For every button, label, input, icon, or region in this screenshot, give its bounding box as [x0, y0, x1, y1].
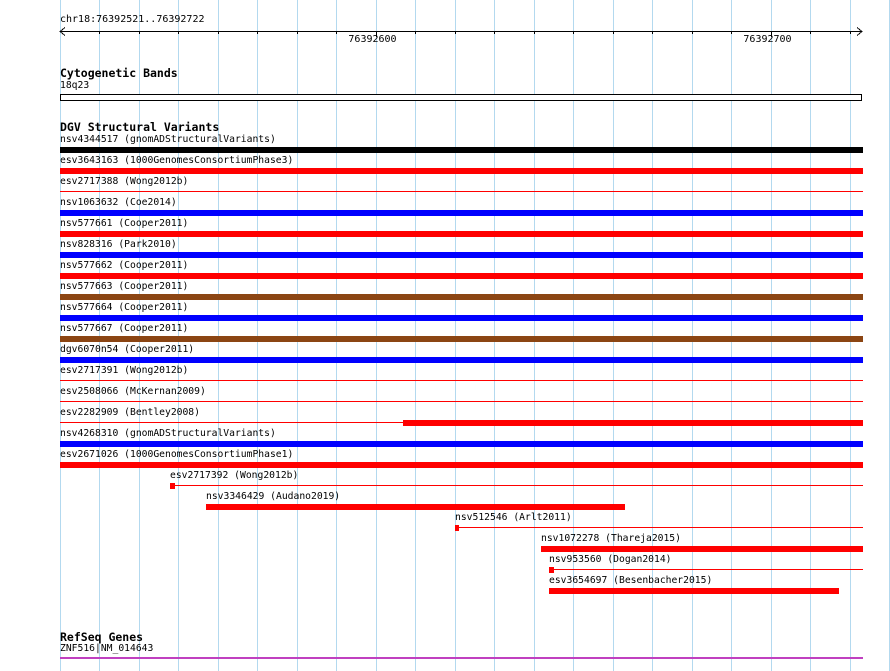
- variant-label: esv2671026 (1000GenomesConsortiumPhase1): [60, 449, 294, 460]
- gene-model-line[interactable]: [60, 657, 863, 659]
- variant-thin-line[interactable]: [60, 422, 404, 423]
- variant-thick-bar[interactable]: [403, 420, 863, 426]
- variant-feature[interactable]: [60, 357, 863, 363]
- variant-thick-bar[interactable]: [549, 567, 554, 573]
- variant-label: nsv577667 (Cooper2011): [60, 323, 189, 334]
- variant-feature[interactable]: [60, 315, 863, 321]
- variant-feature[interactable]: [549, 588, 839, 594]
- variant-feature[interactable]: [60, 380, 863, 381]
- variant-thick-bar[interactable]: [541, 546, 863, 552]
- variant-label: nsv4344517 (gnomADStructuralVariants): [60, 134, 276, 145]
- ruler-tick-label: 76392700: [743, 34, 792, 45]
- variant-thick-bar[interactable]: [60, 294, 863, 300]
- variant-feature[interactable]: [60, 441, 863, 447]
- variant-label: nsv1072278 (Thareja2015): [541, 533, 681, 544]
- variant-label: dgv6070n54 (Cooper2011): [60, 344, 195, 355]
- variant-thick-bar[interactable]: [60, 357, 863, 363]
- cytoband-glyph[interactable]: [61, 95, 862, 101]
- track-title-cytogenetic-bands: Cytogenetic Bands: [60, 66, 178, 80]
- variant-feature[interactable]: [549, 567, 863, 573]
- variant-feature[interactable]: [60, 420, 863, 426]
- variant-label: nsv577662 (Cooper2011): [60, 260, 189, 271]
- variant-label: nsv953560 (Dogan2014): [549, 554, 672, 565]
- variant-label: nsv828316 (Park2010): [60, 239, 177, 250]
- variant-thin-line[interactable]: [60, 191, 863, 192]
- variant-thin-line[interactable]: [60, 401, 863, 402]
- track-title-refseq-genes: RefSeq Genes: [60, 630, 144, 644]
- variant-thick-bar[interactable]: [60, 336, 863, 342]
- variant-feature[interactable]: [60, 401, 863, 402]
- variant-thin-line[interactable]: [549, 569, 863, 570]
- variant-label: nsv512546 (Arlt2011): [455, 512, 572, 523]
- variant-thick-bar[interactable]: [60, 210, 863, 216]
- variant-feature[interactable]: [541, 546, 863, 552]
- variant-thick-bar[interactable]: [60, 252, 863, 258]
- variant-feature[interactable]: [60, 252, 863, 258]
- variant-label: esv2717388 (Wong2012b): [60, 176, 189, 187]
- variant-thin-line[interactable]: [455, 527, 863, 528]
- variant-feature[interactable]: [60, 294, 863, 300]
- variant-thick-bar[interactable]: [60, 315, 863, 321]
- variant-thin-line[interactable]: [60, 380, 863, 381]
- track-title-dgv-structural-variants: DGV Structural Variants: [60, 120, 220, 134]
- variant-label: nsv1063632 (Coe2014): [60, 197, 177, 208]
- variant-label: nsv577661 (Cooper2011): [60, 218, 189, 229]
- variant-label: esv2508066 (McKernan2009): [60, 386, 206, 397]
- variant-feature[interactable]: [170, 483, 863, 489]
- variant-thick-bar[interactable]: [60, 147, 863, 153]
- variant-label: nsv3346429 (Audano2019): [206, 491, 341, 502]
- variant-label: esv3643163 (1000GenomesConsortiumPhase3): [60, 155, 294, 166]
- cytoband-label: 18q23: [60, 80, 90, 91]
- location-label: chr18:76392521..76392722: [60, 14, 205, 25]
- ruler[interactable]: [60, 28, 862, 38]
- variant-thick-bar[interactable]: [455, 525, 459, 531]
- variant-label: esv2282909 (Bentley2008): [60, 407, 200, 418]
- variant-thick-bar[interactable]: [60, 168, 863, 174]
- variant-thin-line[interactable]: [170, 485, 863, 486]
- variant-thick-bar[interactable]: [206, 504, 625, 510]
- variant-feature[interactable]: [60, 231, 863, 237]
- variant-thick-bar[interactable]: [60, 231, 863, 237]
- variant-label: esv2717392 (Wong2012b): [170, 470, 299, 481]
- variant-feature[interactable]: [206, 504, 625, 510]
- ruler-tick-label: 76392600: [348, 34, 397, 45]
- variant-feature[interactable]: [60, 168, 863, 174]
- variant-label: nsv4268310 (gnomADStructuralVariants): [60, 428, 276, 439]
- variant-thick-bar[interactable]: [549, 588, 839, 594]
- variant-feature[interactable]: [60, 210, 863, 216]
- gene-label: ZNF516|NM_014643: [60, 643, 154, 654]
- variant-label: esv3654697 (Besenbacher2015): [549, 575, 713, 586]
- variant-feature[interactable]: [60, 462, 863, 468]
- variant-label: esv2717391 (Wong2012b): [60, 365, 189, 376]
- variant-label: nsv577664 (Cooper2011): [60, 302, 189, 313]
- variant-feature[interactable]: [60, 147, 863, 153]
- variant-thick-bar[interactable]: [60, 462, 863, 468]
- variant-feature[interactable]: [455, 525, 863, 531]
- variant-thick-bar[interactable]: [170, 483, 175, 489]
- variant-feature[interactable]: [60, 273, 863, 279]
- variant-feature[interactable]: [60, 336, 863, 342]
- variant-feature[interactable]: [60, 191, 863, 192]
- variant-thick-bar[interactable]: [60, 273, 863, 279]
- variant-thick-bar[interactable]: [60, 441, 863, 447]
- variant-label: nsv577663 (Cooper2011): [60, 281, 189, 292]
